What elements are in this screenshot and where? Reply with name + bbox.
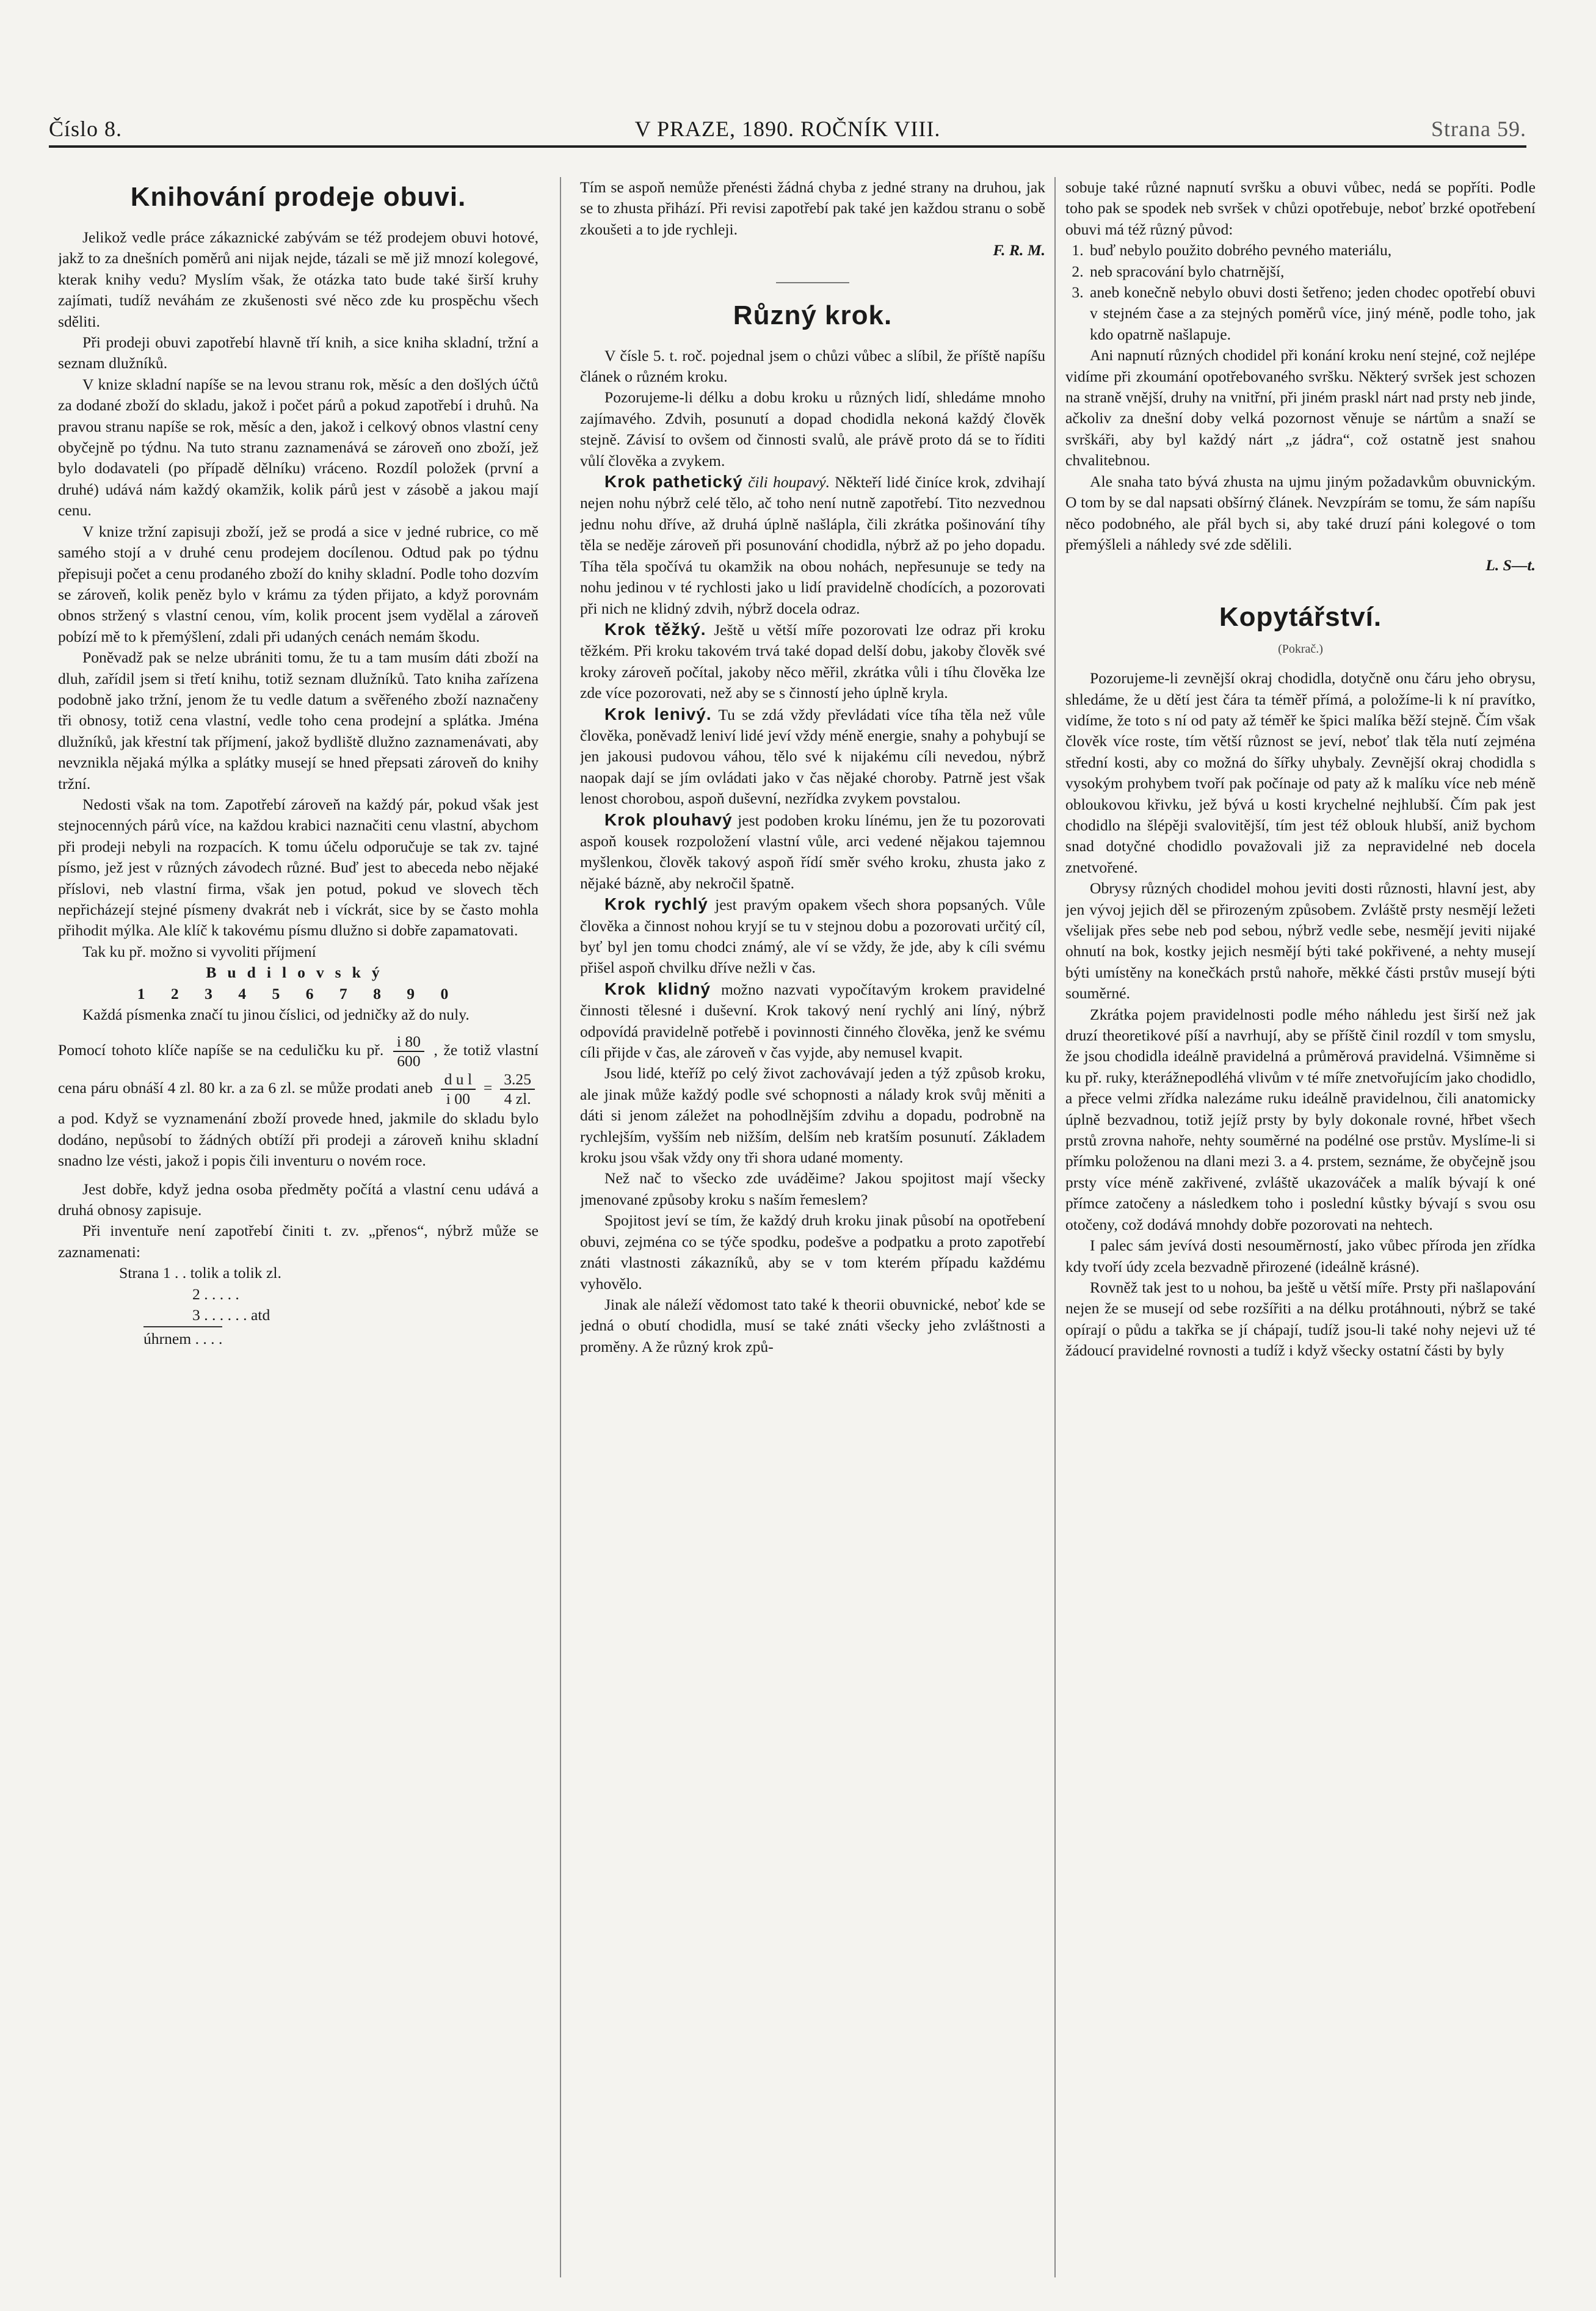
paragraph: Ani napnutí různých chodidel při konání kroku není stejné, což nejlépe vidíme při zkoumání opotřebovaného svršku. Některý svršek jest schozen na straně vnější, druhy na vnitřní, při jiném praskl nárt nad prsty neb jinde, ačkoliv za dnešní doby velká pozornost věnuje se nártům a snaží se svrškáři, aby byl každý nárt „z jádra“, což ostatně jest snahou chvalitebnou. [1065,346,1536,470]
section-keyword: Krok rychlý [604,894,708,914]
text: jest pravým opakem všech shora popsaných. Vůle člověka a činnost nohou kryjí se tu v stejnou dobu a pozorovati určitý cíl, byť byl jen tomu chodci známý, ale ví se vždy, že jde, aby k cíli svému přišel aspoň chvilku dříve nežli v čas. [580,896,1045,977]
header-rule [49,145,1526,148]
text: Ještě u větší míře pozorovati lze odraz při kroku těžkém. Při kroku takovém trvá také dopad delší dobu, jakoby člověk své kroky zároveň počítal, jakoby něco měřil, zkrátka vůli i tíhu člověka lze zde více pozorovati, než aby se s činností jeho úplně kryla. [580,620,1045,702]
cipher-key-word: Budilovský [206,963,391,982]
list-item: 3. aneb konečně nebylo obuvi dosti šetřeno; jeden chodec opotřebí obuvi v stejném čase a za stejných poměrů více, jiný méně, podle toho, jak kdo opatrně našlapuje. [1087,282,1536,345]
fraction [500,1070,535,1108]
cause-list [1065,240,1536,345]
paragraph: Jest dobře, když jedna osoba předměty počítá a vlastní cenu udává a druhá obnosy zapisuje. [58,1180,539,1219]
paragraph: I palec sám jevívá dosti nesouměrností, jako vůbec příroda jen zřídka kdy tvoří údy zcela bezvadně přirozené (ideálně krásné). [1065,1236,1536,1275]
paragraph: Při prodeji obuvi zapotřebí hlavně tří knih, a sice kniha skladní, tržní a seznam dlužníků. [58,333,539,372]
paragraph: Každá písmenka značí tu jinou číslici, od jedničky až do nuly. [82,1006,470,1024]
paragraph [580,704,1045,810]
section-keyword: Krok klidný [604,979,711,998]
paragraph: Poněvadž pak se nelze ubrániti tomu, že tu a tam musím dáti zboží na dluh, zařídil jsem si třetí knihu, totiž seznam dlužníků. Tato kniha zařízena podobně jako tržní, jenom že tu vedle datum a svěřeného zboží naznačeny tři obnosy, totiž cena vlastní, vedle toho cena prodejní a splátka. Jména dlužníků, jak křestní tak příjmení, jakož bydliště dlužno zaznamenávati, aby nevznikla nějaká mýlka a splátky musejí se hned přepsati zároveň do knihy tržní. [58,648,539,793]
column-divider [1054,177,1056,2277]
paragraph [580,810,1045,894]
list-item: 1. buď nebylo použito dobrého pevného materiálu, [1087,240,1536,261]
paragraph [580,619,1045,704]
fraction-numerator: 3.25 [500,1070,535,1090]
paragraph: Tak ku př. možno si vyvoliti příjmení [82,942,316,960]
text: Někteří lidé činíce krok, zdvihají nejen nohu nýbrž celé tělo, ač toho není nutně zapotřebí. Tito nezvednou jednu nohu dříve, až druhá úplně našlápla, čili zkrátka pošinování tíhy těla se neděje zároveň při posunování chodidla, nýbrž až po jeho dopadu. Tíha těla spočívá tu okamžik na obou nohách, nepřesunuje se tedy na nohu jedinou v té rychlosti jako u lidí pravidelně chodících, a pozorovati při nich ne klidný zdvih, nýbrž docela odraz. [580,473,1045,617]
paragraph: Obrysy různých chodidel mohou jeviti dosti různosti, hlavní jest, aby jen vývoj jejich děl se přirozeným způsobem. Zvláště prsty nesmějí ležeti všelijak přes sebe neb pod sebou, nýbrž vedle sebe, nesmějí jeviti nijaké ohnutí na bok, kostky jejich nesmějí býti také pokřivené, a nehty musejí býti umístěny na konečkách prstů nahoře, měkké části prstův musejí býti souměrné. [1065,879,1536,1003]
author-signature: L. S—t. [1485,556,1536,575]
paragraph: Pozorujeme-li délku a dobu kroku u různých lidí, shledáme mnoho zajímavého. Zdvih, posunutí a dopad chodidla nekoná každý člověk stejně. Závisí to ovšem od činnosti svalů, ale právě proto dá se to říditi vůlí člověka a zvykem. [580,388,1045,470]
article-title: Knihování prodeje obuvi. [130,182,466,212]
paragraph [580,979,1045,1064]
fraction-numerator: d u l [441,1070,476,1090]
cipher-key-digits: 1 2 3 4 5 6 7 8 9 0 [137,984,460,1003]
paragraph: Spojitost jeví se tím, že každý druh kroku jinak působí na opotřebení obuvi, zejména co se týče spodku, podešve a podpatku a proto zapotřebí znáti vlastnosti zákazníků, aby se v tom kterém případu každému vyhovělo. [580,1211,1045,1293]
paragraph: Při inventuře není zapotřebí činiti t. zv. „přenos“, nýbrž může se zaznamenati: [58,1222,539,1261]
continuation-note: (Pokrač.) [1278,642,1323,656]
section-keyword: Krok těžký. [604,619,706,639]
paragraph: V knize tržní zapisuji zboží, jež se prodá a sice v jedné rubrice, co mě samého stojí a v druhé cenu prodejem docílenou. Odtud pak po týdnu přepisuji počet a cenu prodaného zboží do knihy skladní. Podle toho dozvím se zároveň, kolik peněz bylo v krámu za týden přijato, a když porovnám obnos stržený s vlastní cenou, vím, kolik procent jsem vydělal a zároveň pobízí mě to k přemýšlení, zdali při udaných cenách nemám škodu. [58,522,539,645]
price-tag-example [58,1032,539,1171]
inventory-total: úhrnem . . . . [143,1326,222,1349]
article-title: Různý krok. [733,300,893,330]
paragraph [580,471,1045,619]
issue-number: Číslo 8. [49,117,123,141]
text: a pod. Když se vyznamenání zboží provede hned, jakmile do skladu bylo dodáno, nepůsobí to žádných obtíží při prodeji a zároveň knihu skladní snadno lze vésti, jakož i popis čili inventuru o novém roce. [58,1109,539,1170]
column-3 [1065,177,1536,2277]
column-2 [580,177,1045,2277]
text: Tu se zdá vždy převládati více tíha těla než vůle člověka, poněvadž leniví lidé jeví vždy méně energie, snahy a pohybují se jen jakousi pudovou váhou, tělo své k nijakému cíli nevedou, nýbrž naopak dají se jím ovládati jako v čas nějaké choroby. Patrně jest však lenost chorobou, aspoň duševní, nezřídka zvykem povstalou. [580,705,1045,808]
article-title: Kopytářství. [1219,601,1382,632]
paragraph: Jinak ale náleží vědomost tato také k theorii obuvnické, neboť kde se jedná o obutí chodidla, musí se také znáti všecky jeho zvláštnosti a proměny. A že různý krok způ- [580,1295,1045,1355]
paragraph: Jelikož vedle práce zákaznické zabývám se též prodejem obuvi hotové, jakž to za dnešních poměrů ani nijak nejde, tázali se mě již mnozí kolegové, kterak knihy vedu? Myslím však, že otázka tato bude také širší kruhy zajímati, tudíž neváhám ze zkušenosti své něco zde ku prospěchu všech sděliti. [58,228,539,330]
fraction-denominator: i 00 [446,1090,470,1108]
fraction [393,1032,424,1070]
paragraph: Nedosti však na tom. Zapotřebí zároveň na každý pár, pokud však jest stejnocenných párů více, na každou krabici naznačiti cenu vlastní, abychom při prodeji nebyli na rozpacích. K tomu účelu odporučuje se tak zv. tajné písmo, jež jest v různých závodech různé. Buď jest to abeceda nebo nějaké příslovi, neb vlastní firma, však jen potud, pokud ve slovech těch nepřicházejí stejné písmeny dvakrát neb i víckrát, sice by se často mohla přihodit mýlka. Ale klíč k takovému písmu dlužno si dobře zapamatovati. [58,795,539,940]
masthead-date: V PRAZE, 1890. ROČNÍK VIII. [634,117,941,141]
author-signature: F. R. M. [993,241,1045,259]
paragraph: Ale snaha tato bývá zhusta na ujmu jiným požadavkům obuvnickým. O tom by se dal napsati obšírný článek. Nevzpírám se tomu, že sám napíšu něco podobného, ale přál bych si, aby také druzí páni kolegové o tom přemýšleli a náhledy své zde sdělili. [1065,472,1536,553]
inventory-line: Strana 1 . . tolik a tolik zl. [119,1264,281,1282]
paragraph: V čísle 5. t. roč. pojednal jsem o chůzi vůbec a slíbil, že příště napíšu článek o různém kroku. [580,346,1045,386]
list-item: 2. neb spracování bylo chatrnější, [1087,261,1536,282]
paragraph: Rovněž tak jest to u nohou, ba ještě u větší míře. Prsty při našlapování nejen že se musejí od sebe rozšířiti a na délku protáhnouti, nýbrž se také opírají o půdu a takřka se jí chápají, tudíž jsou-li také nohy nejevi už té žádoucí pravidelné rovnosti a tudíž i když všecky ostatní části by byly [1065,1278,1536,1360]
paragraph: V knize skladní napíše se na levou stranu rok, měsíc a den došlých účtů za dodané zboží do skladu, jakož i počet párů a pokud zapotřebí i druhů. Na pravou stranu napíše se rok, měsíc a den, jakož i celkový obnos vlastní ceny obyčejně po týdnu. Na tuto stranu zaznamenává se zároveň ono zboží, jež bylo dodavateli (po případě dělníku) vráceno. Rozdíl položek (první a druhé) udává nám každý okamžik, kolik párů jest v zásobě a jakou mají cenu. [58,375,539,520]
paragraph: Tím se aspoň nemůže přenésti žádná chyba z jedné strany na druhou, jak se to zhusta přihází. Při revisi zapotřebí pak také jen každou stranu o sobě zkoušeti a to jde rychleji. [580,178,1045,238]
paragraph [580,894,1045,979]
fraction-denominator: 600 [397,1052,421,1070]
paragraph: sobuje také různé napnutí svršku a obuvi vůbec, nedá se popříti. Podle toho pak se spodek neb svršek v chůzi opotřebuje, neboť brzké opotřebení obuvi má též různý původ: [1065,178,1536,238]
column-1 [58,177,539,2277]
page-header [49,116,1526,144]
section-keyword: Krok pathetický [604,472,743,492]
section-keyword-sub: čili houpavý. [748,473,830,492]
column-divider [560,177,561,2277]
inventory-line: 3 . . . . . . atd [192,1306,270,1324]
separator [776,282,849,283]
text: , že totiž vlastní cena páru obnáší 4 zl. 80 kr. a za 6 zl. se může prodati aneb [58,1041,539,1097]
text: možno nazvati vypočítavým krokem pravidelné činnosti tělesné i duševní. Krok takový není rychlý ani líný, nýbrž odpovídá pravidelně potřebě i povinnosti činného člověka, jenž ke svému cíli přijde v čas, ale zároveň v čas vyjde, aby nemusel kvapit. [580,980,1045,1062]
inventory-listing [119,1263,539,1326]
fraction-numerator: i 80 [393,1032,424,1052]
paragraph: Než nač to všecko zde uváděime? Jakou spojitost mají všecky jmenované způsoby kroku s naším řemeslem? [580,1169,1045,1208]
fraction-denominator: 4 zl. [504,1090,531,1108]
section-keyword: Krok lenivý. [604,704,712,724]
fraction [441,1070,476,1108]
inventory-line: 2 . . . . . [192,1285,239,1303]
paragraph: Zkrátka pojem pravidelnosti podle mého náhledu jest širší než jak druzí theoretikové píší a navrhují, aby se příště činil rozdíl v tom smyslu, že jsou chodidla ideálně pravidelná a průměrová pravidelná. Všimněme si ku př. ruky, kterážnepodléhá vlivům v té míře znetvořujícím jako chodidlo, a přece velmi zřídka nalezáme ruku ideálně pravidelnou, čili anatomicky úplně bezvadnou, totiž jejíž prsty by byly dokonale rovné, hřbet všech prstů zrovna nahoře, nehty souměrné na podélné ose prstův. Myslíme-li si přímku položenou na dlani mezi 3. a 4. prstem, seznáme, že obyčejně jsou prsty více méně zakřivené, zvláště ukazováček a malík bývají k oné přímce zatočeny a následkem toho i poslední kůstky bývají s svou osu otočeny, což dodává mnohdy dobře pozorovati na nehtech. [1065,1005,1536,1233]
text: jest podoben kroku línému, jen že tu pozorovati aspoň kousek rozpoložení vlastní vůle, arci vedené nějakou tajemnou myšlenkou, člověk takový aspoň řídí směr svého kroku, zhusta jako z nějaké bázně, aby nekročil špatně. [580,811,1045,892]
equals-sign: = [483,1079,493,1097]
text: Pomocí tohoto klíče napíše se na ceduličku ku př. [58,1041,384,1059]
paragraph: Jsou lidé, kteříž po celý život zachovávají jeden a týž způsob kroku, ale jinak může každý podle své schopnosti a nálady krok svůj měniti a dáti si jenom záležet na pohodlnějším zdvihu a dopadu, podrobně na rychlejším, vyšším neb nižším, delším neb kratším posunutí. Základem kroku jsou však vždy ony tři shora udané momenty. [580,1064,1045,1167]
page-number: Strana 59. [1431,117,1526,141]
section-keyword: Krok plouhavý [604,810,733,829]
paragraph: Pozorujeme-li zevnější okraj chodidla, dotyčně onu čáru jeho obrysu, shledáme, že u dětí jest čára ta téměř přímá, a položíme-li k ní pravítko, vidíme, že toto s ní od paty až téměř ke špici malíka běží stejně. Čím však člověk více roste, tím větší různost se jeví, neboť tlak těla nutí zejména střední kosti, aby co možná do šířky uhybaly. Zevnější okraj chodidla s vysokým prohybem tvoří pak počínaje od paty až k malíku více neb méně obloukovou křivku, jež bývá u kosti krychelné nejhlubší. Čím pak jest chodidlo na šlépěji svalovitější, tím jest též oblouk hlubší, aniž bychom snad dotyčné chodidlo považovali již za nepravidelné neb docela znetvořené. [1065,669,1536,876]
